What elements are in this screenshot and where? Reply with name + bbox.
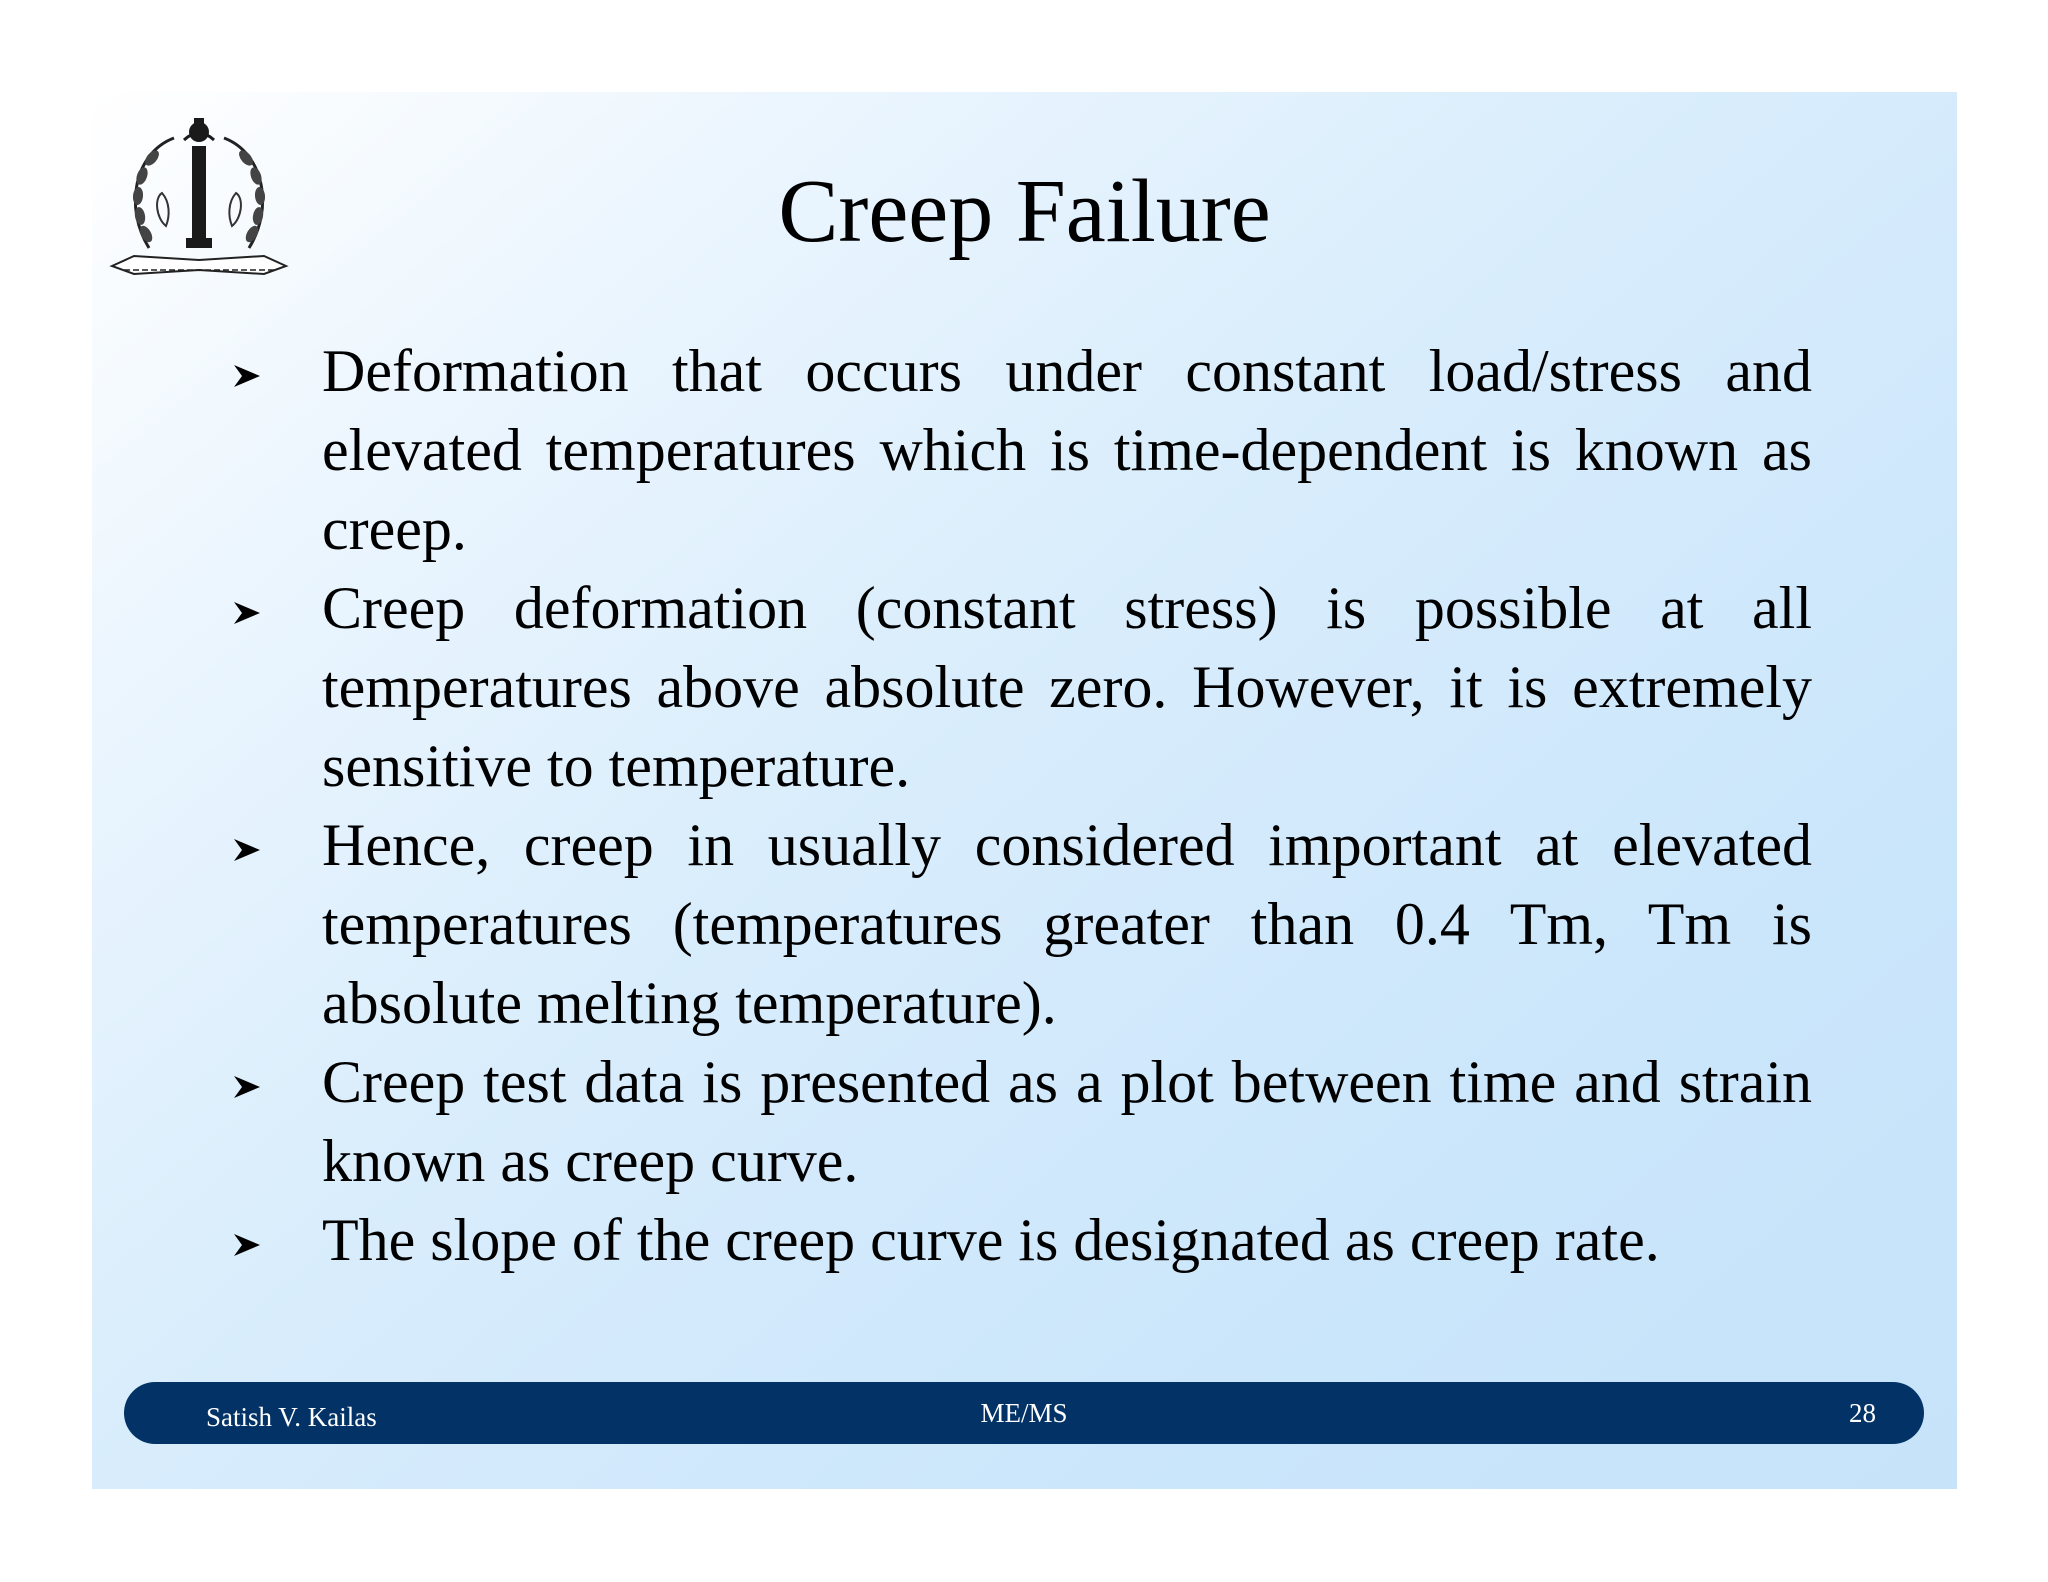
bullet-list <box>232 332 1812 1280</box>
bullet-text: Creep test data is presented as a plot between time and strain known as creep curve. <box>322 1049 1812 1194</box>
bullet-item <box>232 1043 1812 1201</box>
bullet-item <box>232 806 1812 1043</box>
bullet-text: The slope of the creep curve is designated as creep rate. <box>322 1207 1660 1273</box>
arrowhead-bullet-icon <box>232 332 322 411</box>
arrowhead-bullet-icon <box>232 1043 322 1122</box>
bullet-item <box>232 332 1812 569</box>
arrowhead-bullet-icon <box>232 1201 322 1280</box>
bullet-text: Deformation that occurs under constant load/stress and elevated temperatures which is time-dependent is known as creep. <box>322 338 1812 562</box>
slide-title: Creep Failure <box>778 162 1271 261</box>
arrowhead-bullet-icon <box>232 569 322 648</box>
bullet-text: Hence, creep in usually considered important at elevated temperatures (temperatures greater than 0.4 Tm, Tm is absolute melting temperature). <box>322 812 1812 1036</box>
footer-department: ME/MS <box>980 1398 1068 1428</box>
bullet-item <box>232 569 1812 806</box>
page-number: 28 <box>1849 1398 1876 1428</box>
footer-author: Satish V. Kailas <box>206 1402 377 1432</box>
footer-bar <box>124 1382 1924 1444</box>
slide <box>92 92 1957 1489</box>
arrowhead-bullet-icon <box>232 806 322 885</box>
bullet-item <box>232 1201 1812 1280</box>
bullet-text: Creep deformation (constant stress) is possible at all temperatures above absolute zero. However, it is extremely sensitive to temperature. <box>322 575 1812 799</box>
